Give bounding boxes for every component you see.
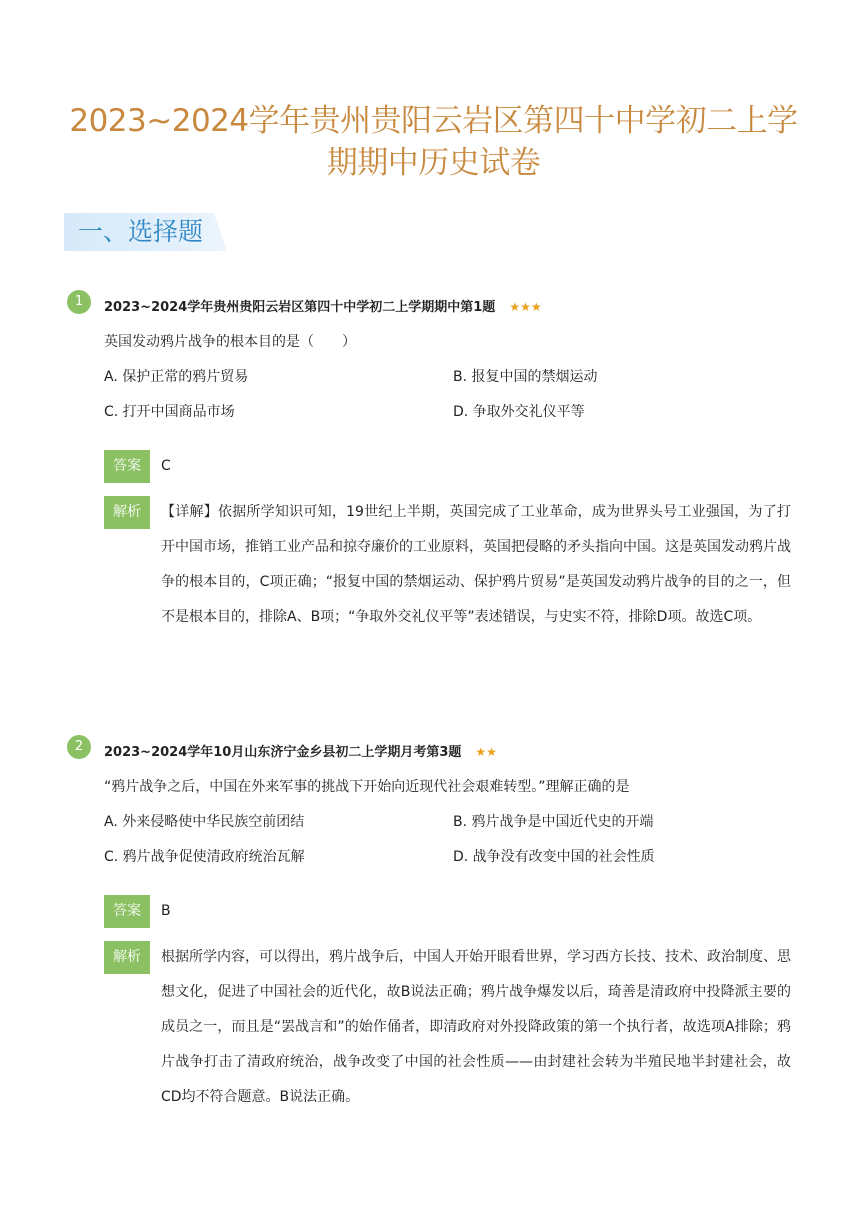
analysis-tag: 解析 xyxy=(104,941,150,974)
question-source xyxy=(104,296,542,315)
option-a: A. 外来侵略使中华民族空前团结 xyxy=(104,814,305,830)
difficulty-stars-icon: ★★ xyxy=(475,745,497,759)
question-stem: “鸦片战争之后，中国在外来军事的挑战下开始向近现代社会艰难转型。”理解正确的是 xyxy=(104,779,630,795)
question-source xyxy=(104,741,497,760)
analysis-text: 根据所学内容，可以得出，鸦片战争后，中国人开始开眼看世界，学习西方长技、技术、政治制度、思想文化，促进了中国社会的近代化，故B说法正确；鸦片战争爆发以后，琦善是清政府中投降派主要的成员之一，而且是“罢战言和”的始作俑者，即清政府对外投降政策的第一个执行者，故选项A排除；鸦片战争打击了清政府统治，战争改变了中国的社会性质——由封建社会转为半殖民地半封建社会，故CD均不符合题意。B说法正确。 xyxy=(161,949,791,1105)
option-d: D. 争取外交礼仪平等 xyxy=(453,404,585,420)
option-a: A. 保护正常的鸦片贸易 xyxy=(104,369,249,385)
option-b: B. 鸦片战争是中国近代史的开端 xyxy=(453,814,654,830)
document-title: 2023~2024学年贵州贵阳云岩区第四十中学初二上学期期中历史试卷 xyxy=(69,103,798,181)
question-stem: 英国发动鸦片战争的根本目的是（ ） xyxy=(104,334,356,350)
difficulty-stars-icon: ★★★ xyxy=(509,300,542,314)
section-heading-text: 一、选择题 xyxy=(78,217,204,246)
question-number-badge: 1 xyxy=(67,290,91,314)
option-d: D. 战争没有改变中国的社会性质 xyxy=(453,849,655,865)
analysis-tag: 解析 xyxy=(104,496,150,529)
section-heading xyxy=(64,213,227,251)
answer-tag: 答案 xyxy=(104,450,150,483)
question-number-badge: 2 xyxy=(67,735,91,759)
answer-tag: 答案 xyxy=(104,895,150,928)
answer-value: B xyxy=(161,903,171,919)
answer-value: C xyxy=(161,458,171,474)
option-c: C. 打开中国商品市场 xyxy=(104,404,235,420)
question-source-text: 2023~2024学年10月山东济宁金乡县初二上学期月考第3题 xyxy=(104,745,462,760)
option-c: C. 鸦片战争促使清政府统治瓦解 xyxy=(104,849,305,865)
question-source-text: 2023~2024学年贵州贵阳云岩区第四十中学初二上学期期中第1题 xyxy=(104,300,496,315)
option-b: B. 报复中国的禁烟运动 xyxy=(453,369,598,385)
analysis-text: 【详解】依据所学知识可知，19世纪上半期，英国完成了工业革命，成为世界头号工业强国，为了打开中国市场，推销工业产品和掠夺廉价的工业原料，英国把侵略的矛头指向中国。这是英国发动鸦片战争的根本目的，C项正确；“报复中国的禁烟运动、保护鸦片贸易”是英国发动鸦片战争的目的之一，但不是根本目的，排除A、B项；“争取外交礼仪平等”表述错误，与史实不符，排除D项。故选C项。 xyxy=(161,504,791,625)
